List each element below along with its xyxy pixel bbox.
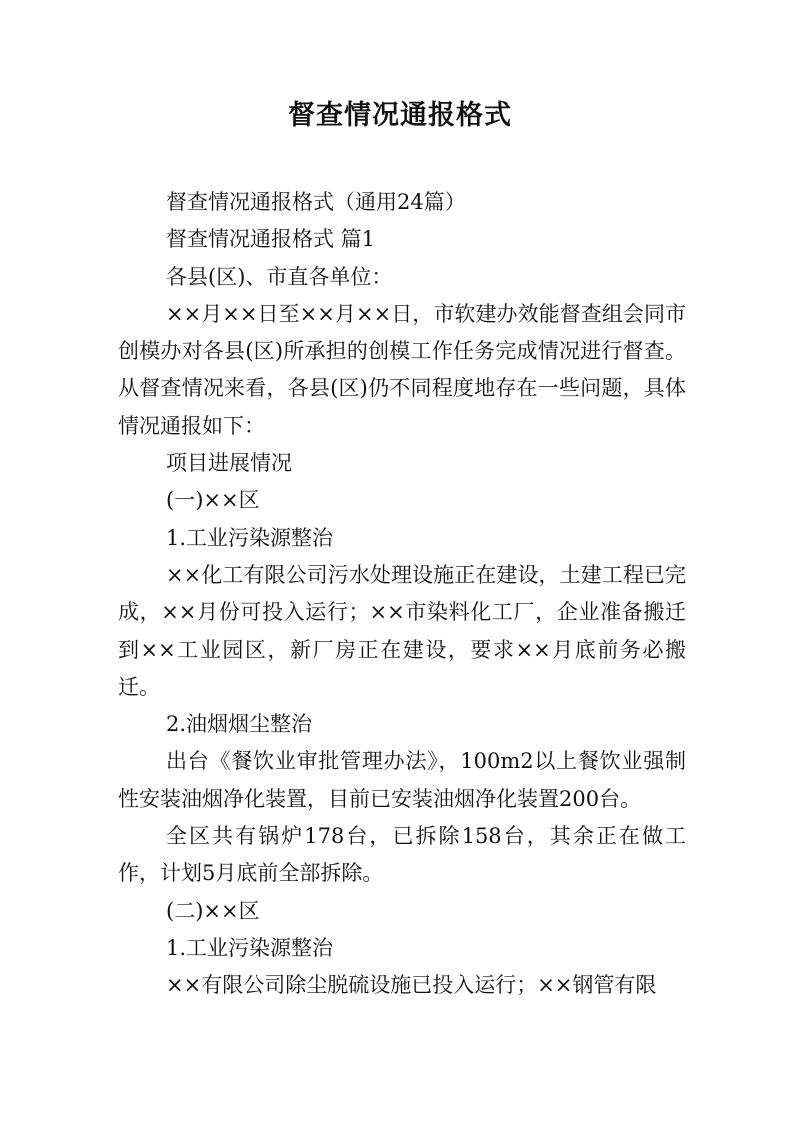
paragraph: 各县(区)、市直各单位： <box>166 264 393 289</box>
paragraph: ××月××日至××月××日，市软建办效能督查组会同市创模办对各县(区)所承担的创模工作任务完成情况进行督查。从督查情况来看，各县(区)仍不同程度地存在一些问题，具体情况通报如下： <box>118 301 686 438</box>
paragraph: 全区共有锅炉178台，已拆除158台，其余正在做工作，计划5月底前全部拆除。 <box>118 824 686 886</box>
paragraph: 督查情况通报格式（通用24篇） <box>166 190 466 214</box>
paragraph: ××有限公司除尘脱硫设施已投入运行；××钢管有限 <box>166 973 657 998</box>
paragraph: ××化工有限公司污水处理设施正在建设，土建工程已完成，××月份可投入运行；××市染料化工厂，企业准备搬迁到××工业园区，新厂房正在建设，要求××月底前务必搬迁。 <box>118 562 686 699</box>
document-title: 督查情况通报格式 <box>288 100 512 131</box>
paragraph: 2.油烟烟尘整治 <box>166 712 313 737</box>
paragraph: 督查情况通报格式 篇1 <box>166 227 376 252</box>
paragraph: (一)××区 <box>166 488 260 513</box>
document-body <box>118 184 686 1005</box>
paragraph: 1.工业污染源整治 <box>166 525 334 550</box>
paragraph: 出台《餐饮业审批管理办法》，100m2以上餐饮业强制性安装油烟净化装置，目前已安装油烟净化装置200台。 <box>118 749 686 811</box>
paragraph: 1.工业污染源整治 <box>166 935 334 960</box>
paragraph: 项目进展情况 <box>166 451 292 476</box>
paragraph: (二)××区 <box>166 898 260 923</box>
